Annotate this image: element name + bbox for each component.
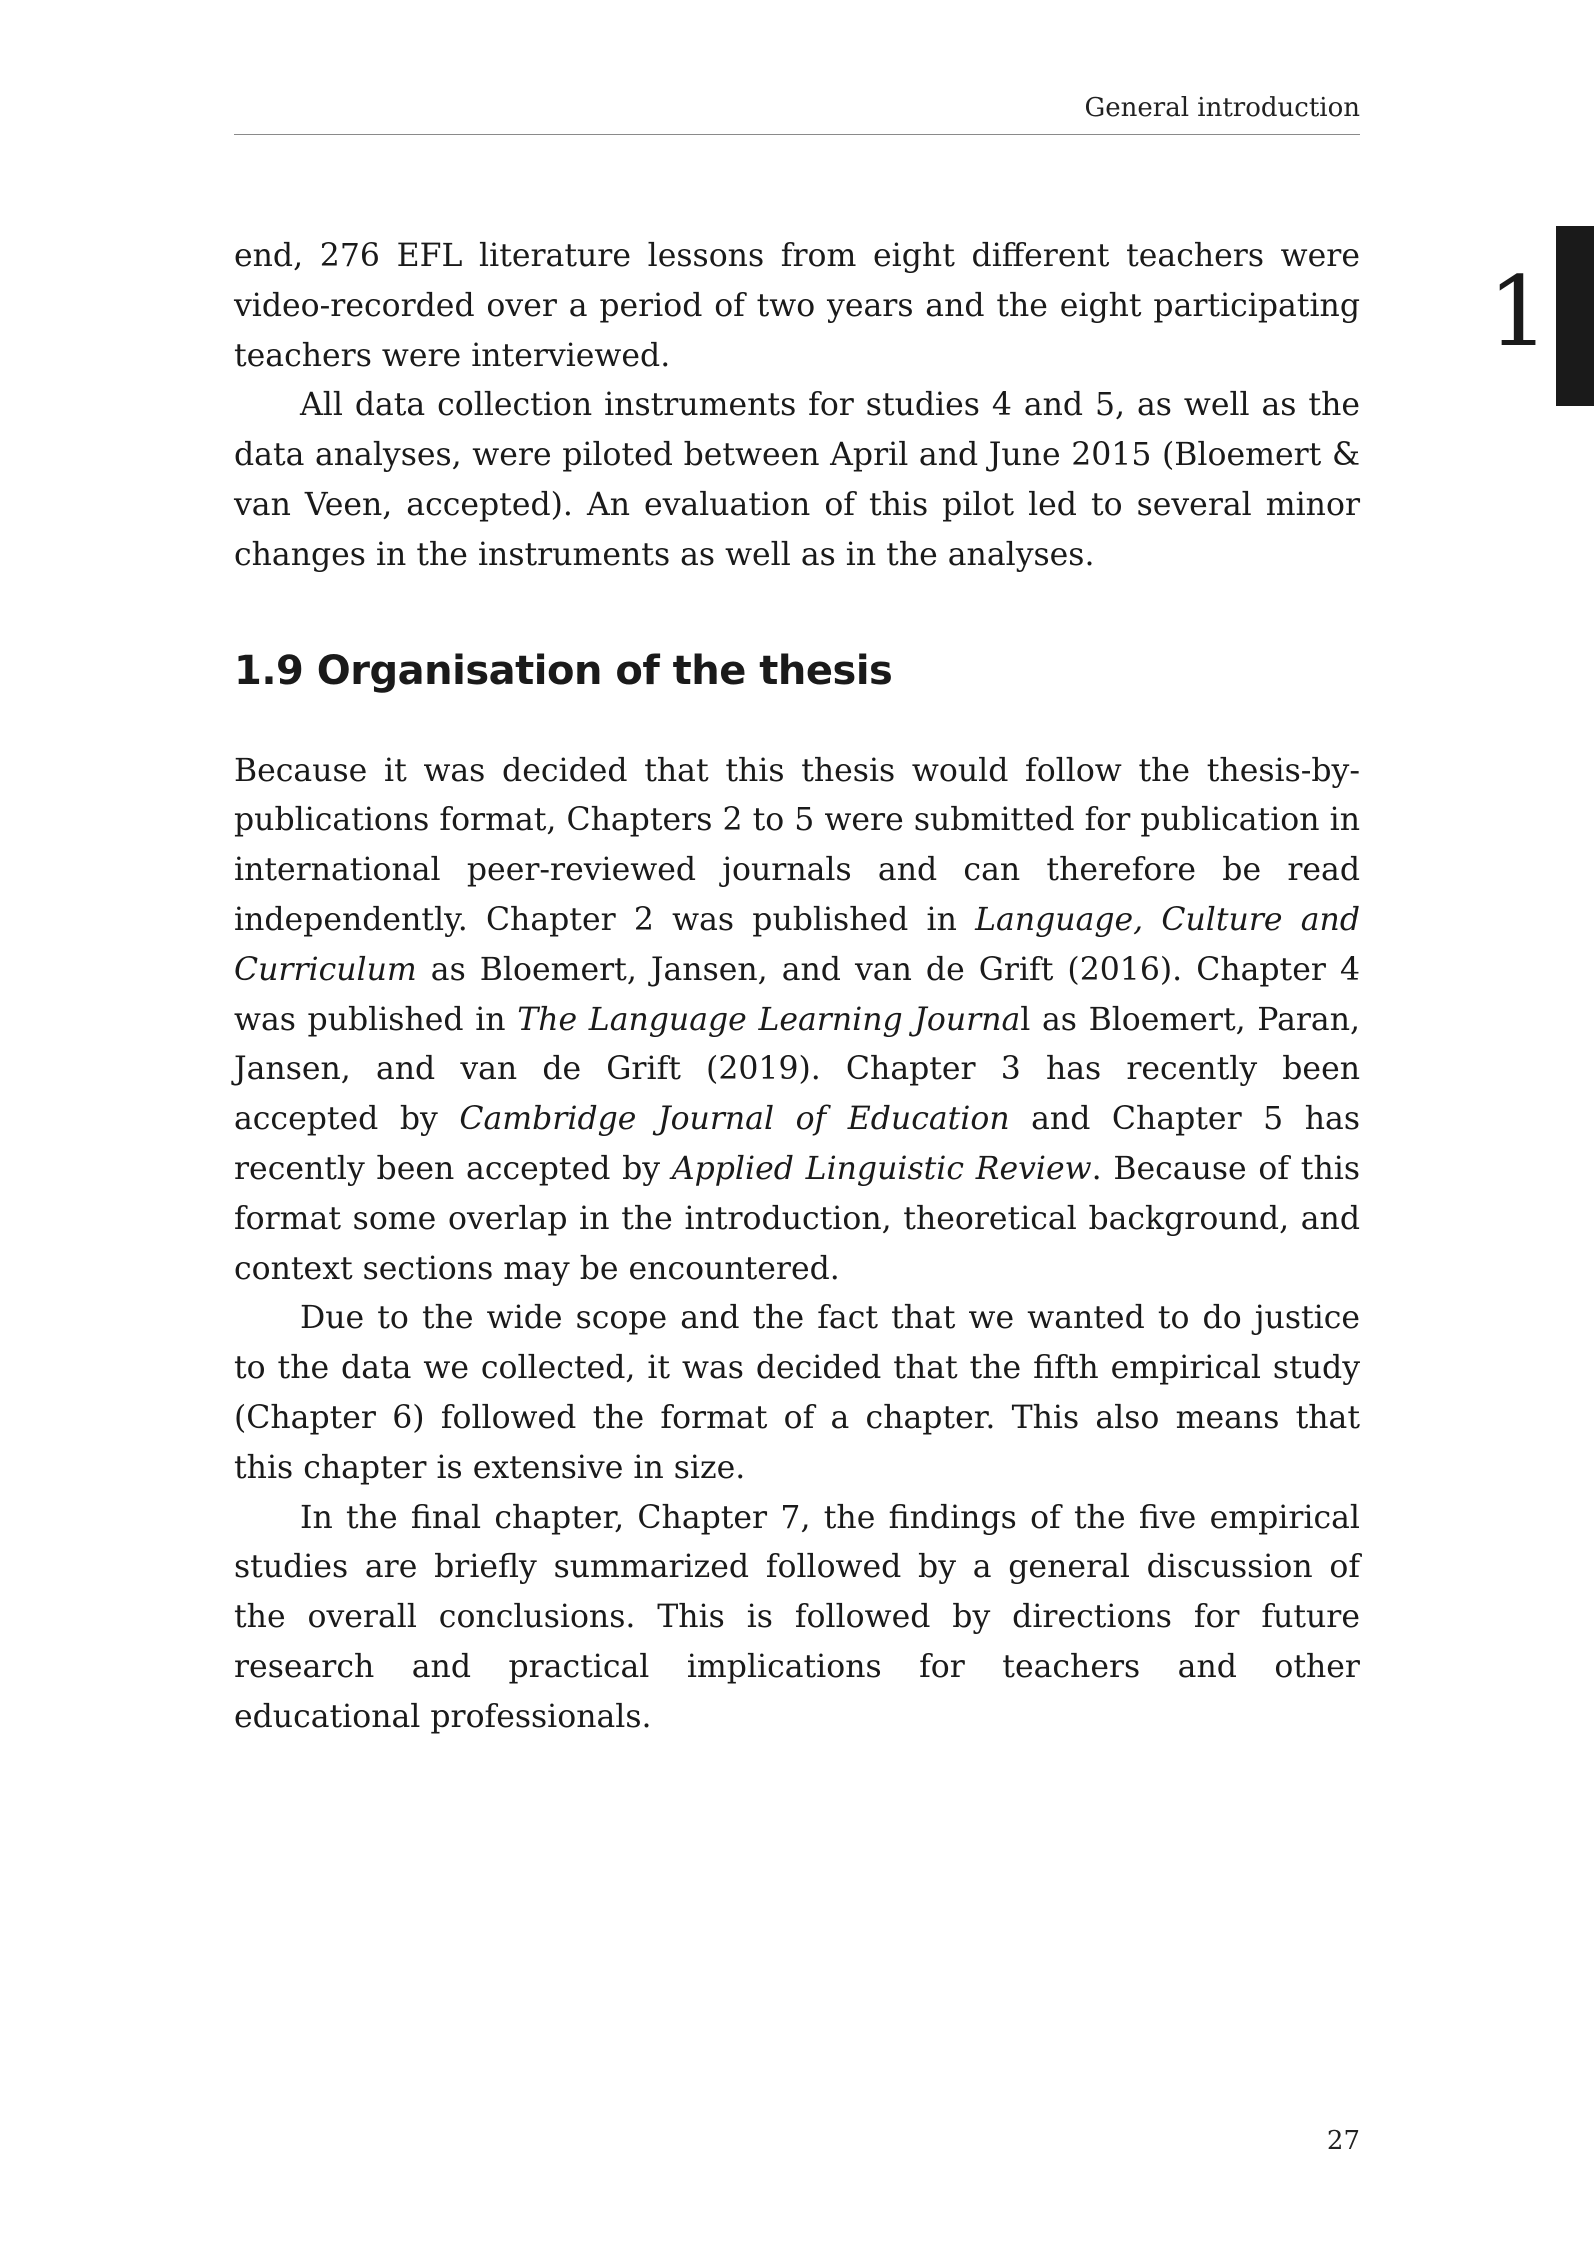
paragraph-continued: end, 276 EFL literature lessons from eight different teachers were video-recorded over a period of two years and the eight participating teachers were interviewed.: [234, 238, 1360, 374]
text-run: as Bloemert, Jansen, and van de Grift (2016). Chapter 4 was published in: [234, 951, 1360, 1038]
paragraph-thesis-format: [234, 747, 1360, 1295]
running-title: General introduction: [1084, 93, 1360, 123]
page-number: 27: [1326, 2126, 1360, 2156]
text-run: l as Bloemert, Paran, Jansen, and van de Grift (2019). Chapter 3 has recently been accepted by: [234, 1001, 1360, 1138]
journal-title: Language, Culture and Curriculum: [234, 901, 1360, 988]
section-heading: 1.9 Organisation of the thesis: [234, 647, 893, 694]
journal-title: Cambridge Journal of Education: [459, 1101, 1010, 1138]
text-run: . Because of this format some overlap in the introduction, theoretical background, and context sections may be encountered.: [234, 1150, 1360, 1287]
page-body: [234, 232, 1360, 1743]
paragraph-pilot: All data collection instruments for studies 4 and 5, as well as the data analyses, were piloted between April and June 2015 (Bloemert & van Veen, accepted). An evaluation of this pilot led to several minor changes in the instruments as well as in the analyses.: [234, 387, 1360, 573]
journal-title: The Language Learning Journa: [517, 1001, 1021, 1038]
text-run: and Chapter 5 has recently been accepted by: [234, 1101, 1360, 1187]
running-header: [234, 92, 1360, 135]
chapter-tab-marker: [1556, 226, 1594, 406]
paragraph-final-chapter: In the final chapter, Chapter 7, the findings of the five empirical studies are briefly summarized followed by a general discussion of the overall conclusions. This is followed by directions for future research and practical implications for teachers and other educational professionals.: [234, 1499, 1360, 1735]
paragraph-scope: Due to the wide scope and the fact that we wanted to do justice to the data we collected, it was decided that the fifth empirical study (Chapter 6) followed the format of a chapter. This also means that this chapter is extensive in size.: [234, 1300, 1360, 1486]
journal-title: Applied Linguistic Review: [671, 1150, 1092, 1187]
chapter-tab-number: 1: [1488, 256, 1550, 368]
text-run: Because it was decided that this thesis would follow the thesis-by-publications format, Chapters 2 to 5 were submitted for publication in international peer-reviewed journals and can therefore be read independently. Chapter 2 was published in: [234, 752, 1360, 938]
